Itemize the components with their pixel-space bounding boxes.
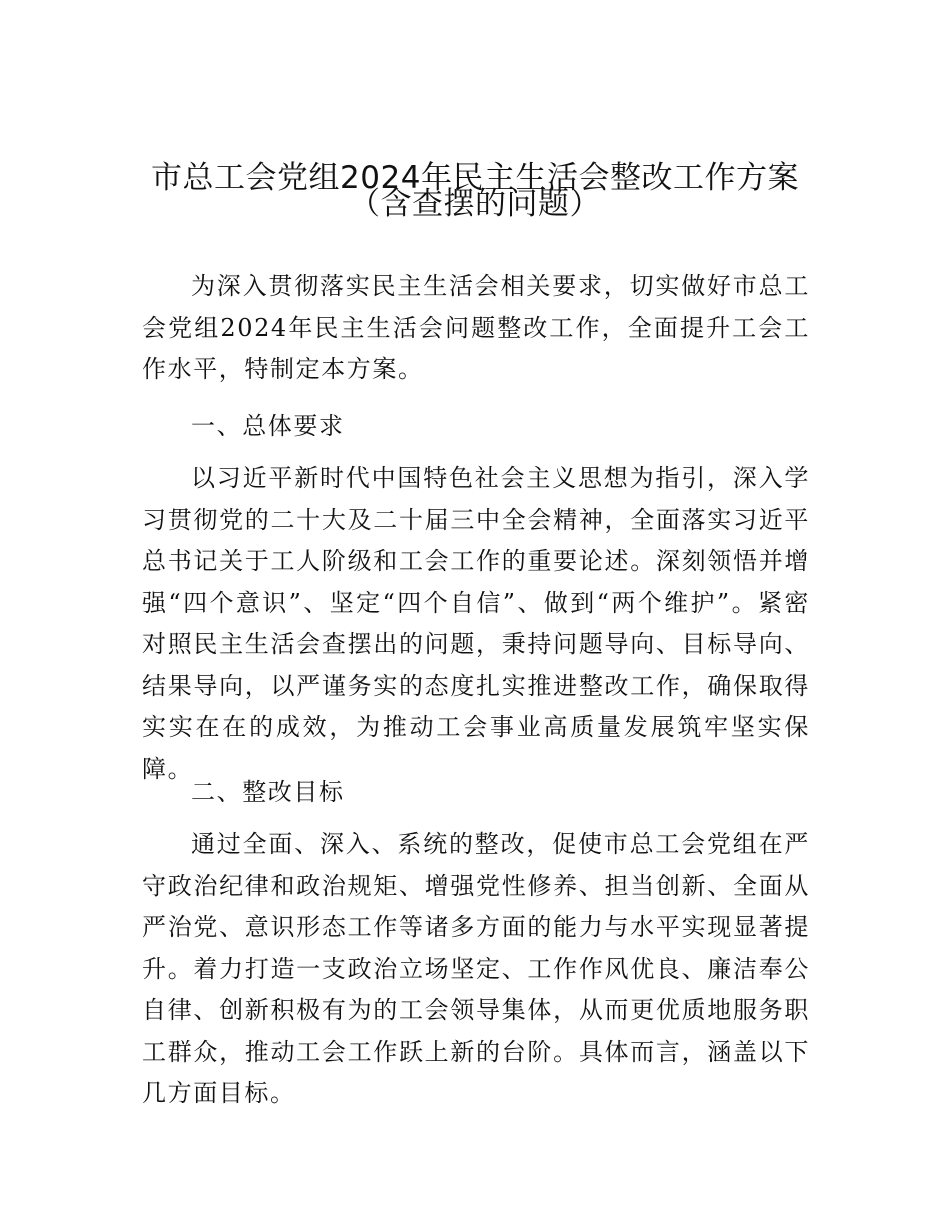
section-2-heading: 二、整改目标 <box>191 778 345 806</box>
document-title-line-1: 市总工会党组2024年民主生活会整改工作方案 <box>151 160 799 196</box>
section-1-paragraph: 以习近平新时代中国特色社会主义思想为指引，深入学习贯彻党的二十大及二十届三中全会精神，全面落实习近平总书记关于工人阶级和工会工作的重要论述。深刻领悟并增强“四个意识”、坚定“四个自信”、做到“两个维护”。紧密对照民主生活会查摆出的问题，秉持问题导向、目标导向、结果导向，以严谨务实的态度扎实推进整改工作，确保取得实实在在的成效，为推动工会事业高质量发展筑牢坚实保障。 <box>142 464 810 783</box>
section-1-heading: 一、总体要求 <box>191 412 345 440</box>
section-2-paragraph: 通过全面、深入、系统的整改，促使市总工会党组在严守政治纪律和政治规矩、增强党性修养、担当创新、全面从严治党、意识形态工作等诸多方面的能力与水平实现显著提升。着力打造一支政治立场坚定、工作作风优良、廉洁奉公自律、创新积极有为的工会领导集体，从而更优质地服务职工群众，推动工会工作跃上新的台阶。具体而言，涵盖以下几方面目标。 <box>142 830 810 1107</box>
intro-paragraph: 为深入贯彻落实民主生活会相关要求，切实做好市总工会党组2024年民主生活会问题整改工作，全面提升工会工作水平，特制定本方案。 <box>142 272 810 383</box>
document-title-line-2: （含查摆的问题） <box>349 186 601 222</box>
